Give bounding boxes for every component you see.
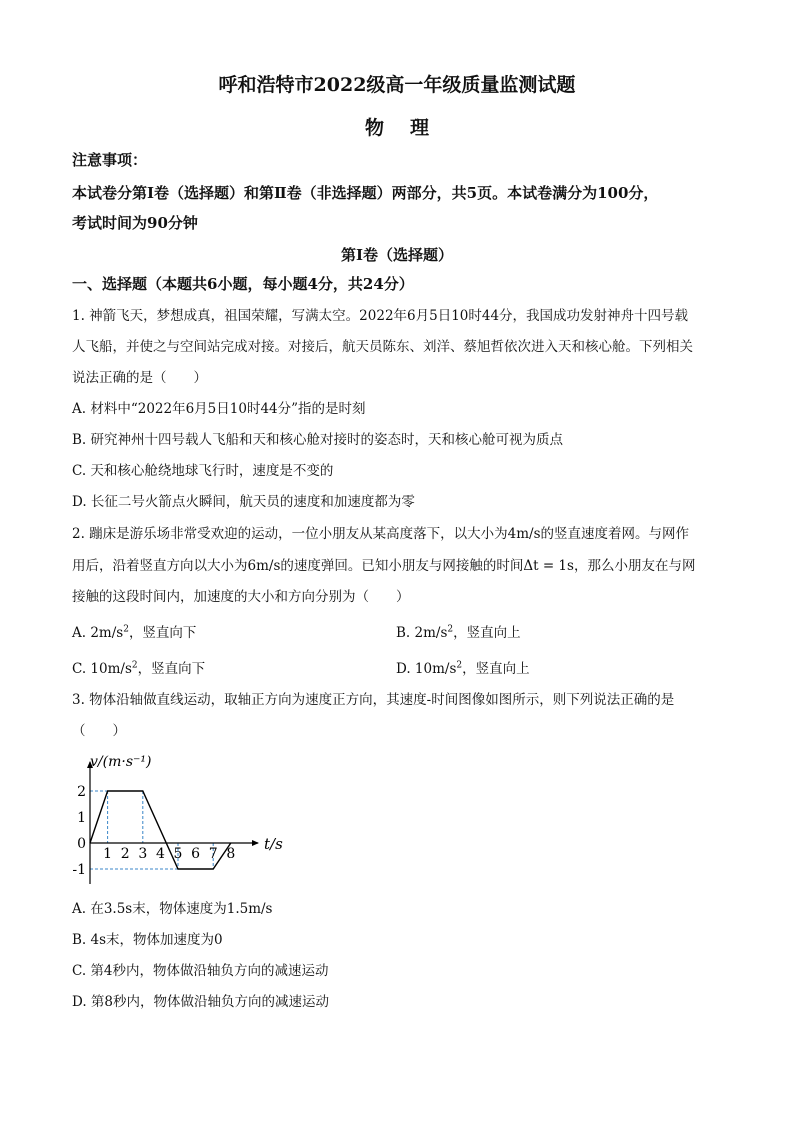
q1-line-2: 人飞船，并使之与空间站完成对接。对接后，航天员陈东、刘洋、蔡旭哲依次进入天和核心舱。下列相关 bbox=[72, 339, 693, 355]
x-tick-label: 8 bbox=[226, 846, 236, 862]
y-tick-label: -1 bbox=[72, 862, 86, 878]
section-title: 一、选择题（本题共6小题，每小题4分，共24分） bbox=[72, 275, 414, 293]
q2-line-2: 用后，沿着竖直方向以大小为6m/s的速度弹回。已知小朋友与网接触的时间Δt = 1s，那么小朋友在与网 bbox=[72, 558, 696, 574]
q1-line-1: 1. 神箭飞天，梦想成真，祖国荣耀，写满太空。2022年6月5日10时44分，我国成功发射神舟十四号载 bbox=[72, 308, 689, 324]
q1-option-c: C. 天和核心舱绕地球飞行时，速度是不变的 bbox=[72, 463, 334, 479]
exam-title: 呼和浩特市2022级高一年级质量监测试题 bbox=[218, 74, 576, 96]
q3-line-2: （ ） bbox=[72, 723, 126, 739]
q2-option-c: C. $10m/s^2$，竖直向下 bbox=[72, 660, 206, 677]
x-tick-label: 6 bbox=[191, 846, 201, 862]
notice-title: 注意事项： bbox=[72, 151, 148, 169]
x-tick-label: 2 bbox=[120, 846, 130, 862]
q2-line-3: 接触的这段时间内，加速度的大小和方向分别为（ ） bbox=[72, 589, 410, 605]
subject-title bbox=[0, 113, 794, 140]
q1-option-d: D. 长征二号火箭点火瞬间，航天员的速度和加速度都为零 bbox=[72, 494, 415, 510]
y-tick-label: 0 bbox=[77, 836, 86, 852]
chart-y-axis-label: v/(m·s⁻¹) bbox=[90, 754, 152, 770]
volume-title: 第Ⅰ卷（选择题） bbox=[340, 246, 454, 264]
q2-option-d: D. $10m/s^2$，竖直向上 bbox=[396, 660, 530, 677]
q3-option-c: C. 第4秒内，物体做沿轴负方向的减速运动 bbox=[72, 963, 329, 979]
velocity-time-chart bbox=[72, 752, 302, 887]
x-tick-label: 1 bbox=[103, 846, 113, 862]
x-tick-label: 3 bbox=[138, 846, 148, 862]
q3-line-1: 3. 物体沿轴做直线运动，取轴正方向为速度正方向，其速度-时间图像如图所示，则下列说法正确的是 bbox=[72, 692, 675, 708]
y-tick-label: 1 bbox=[77, 810, 86, 826]
chart-x-axis-label: t/s bbox=[264, 835, 283, 853]
q2-option-a: A. $2m/s^2$，竖直向下 bbox=[72, 624, 197, 641]
q1-line-3: 说法正确的是（ ） bbox=[72, 370, 207, 386]
q1-option-b: B. 研究神州十四号载人飞船和天和核心舱对接时的姿态时，天和核心舱可视为质点 bbox=[72, 432, 564, 448]
q3-option-a: A. 在3.5s末，物体速度为1.5m/s bbox=[72, 901, 273, 917]
q1-option-a: A. 材料中“2022年6月5日10时44分”指的是时刻 bbox=[72, 401, 366, 417]
q2-line-1: 2. 蹦床是游乐场非常受欢迎的运动，一位小朋友从某高度落下，以大小为4m/s的竖直速度着网。与网作 bbox=[72, 526, 690, 542]
x-tick-label: 4 bbox=[155, 846, 165, 862]
subject-char-2: 理 bbox=[410, 117, 430, 139]
subject-char-1: 物 bbox=[364, 117, 384, 139]
notice-line-1: 本试卷分第Ⅰ卷（选择题）和第Ⅱ卷（非选择题）两部分，共5页。本试卷满分为100分， bbox=[72, 184, 659, 202]
x-tick-label: 7 bbox=[208, 846, 218, 862]
x-tick-label: 5 bbox=[173, 846, 183, 862]
q3-option-b: B. 4s末，物体加速度为0 bbox=[72, 932, 223, 948]
q2-option-b: B. $2m/s^2$，竖直向上 bbox=[396, 624, 521, 641]
notice-line-2: 考试时间为90分钟 bbox=[72, 214, 198, 232]
q3-option-d: D. 第8秒内，物体做沿轴负方向的减速运动 bbox=[72, 994, 330, 1010]
y-tick-label: 2 bbox=[77, 784, 86, 800]
